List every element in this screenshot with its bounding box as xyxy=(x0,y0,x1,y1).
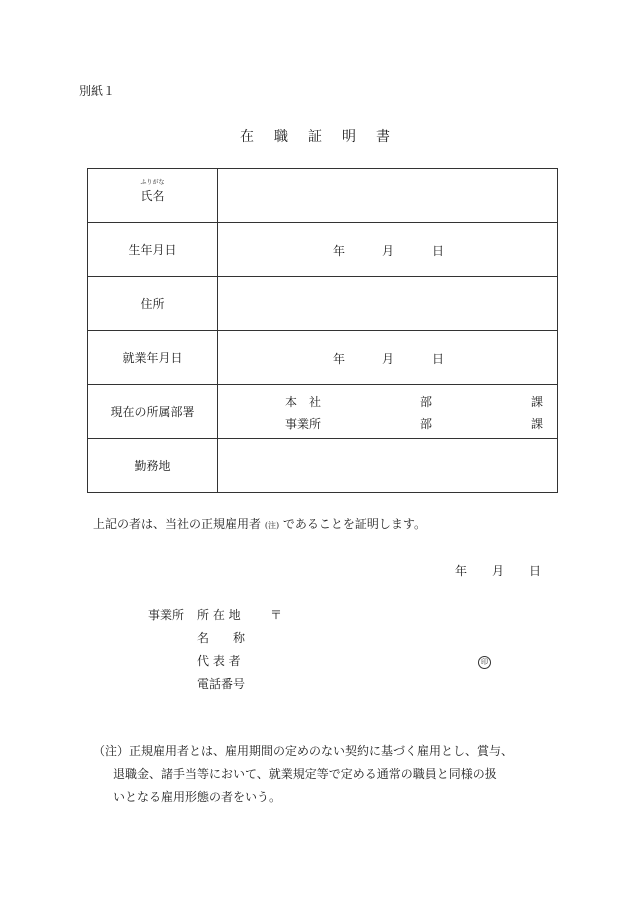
office-label: 事業所 xyxy=(285,417,322,431)
name-row xyxy=(88,169,558,223)
employment-date-label: 就業年月日 xyxy=(88,331,218,385)
head-office-label: 本 社 xyxy=(285,395,322,409)
footnote xyxy=(93,740,513,809)
issuer-representative-label: 代 表 者 xyxy=(197,654,241,668)
document-title xyxy=(0,126,630,146)
certificate-table xyxy=(87,168,558,493)
name-label: 氏名 xyxy=(140,189,165,203)
statement-note-mark: (注) xyxy=(264,521,280,530)
birth-month: 月 xyxy=(382,244,395,258)
department-row xyxy=(88,385,558,439)
seal-mark: 印 xyxy=(478,656,491,669)
attachment-label: 別紙１ xyxy=(79,84,116,98)
office-dept: 部 xyxy=(420,417,433,431)
workplace-value-cell[interactable] xyxy=(218,439,558,493)
issuer-phone-label: 電話番号 xyxy=(197,677,246,691)
footnote-line-2: 退職金、諸手当等において、就業規定等で定める通常の職員と同様の扱 xyxy=(113,767,497,781)
birthdate-label: 生年月日 xyxy=(88,223,218,277)
footnote-line-1: （注）正規雇用者とは、雇用期間の定めのない契約に基づく雇用とし、賞与、 xyxy=(93,744,514,758)
statement-after: であることを証明します。 xyxy=(282,517,426,531)
issue-day: 日 xyxy=(529,564,542,578)
employment-date-value-cell[interactable] xyxy=(218,331,558,385)
office-section: 課 xyxy=(531,417,544,431)
certification-statement xyxy=(93,515,426,532)
name-label-wrap xyxy=(140,179,165,204)
employment-year: 年 xyxy=(333,352,346,366)
employment-date-row xyxy=(88,331,558,385)
name-furigana: ふりがな xyxy=(140,179,165,186)
birthdate-row xyxy=(88,223,558,277)
department-value-cell[interactable] xyxy=(218,385,558,439)
postal-mark: 〒 xyxy=(270,608,283,622)
title-char: 職 xyxy=(274,129,288,145)
address-label: 住所 xyxy=(88,277,218,331)
employment-month: 月 xyxy=(382,352,395,366)
address-row xyxy=(88,277,558,331)
issue-year: 年 xyxy=(455,564,468,578)
issuer-office-label: 事業所 xyxy=(148,608,185,622)
name-label-cell xyxy=(88,169,218,223)
issuer-location-label: 所 在 地 xyxy=(197,608,241,622)
footnote-line-3: いとなる雇用形態の者をいう。 xyxy=(113,790,282,804)
title-char: 証 xyxy=(308,129,322,145)
issue-month: 月 xyxy=(492,564,505,578)
title-char: 在 xyxy=(240,129,254,145)
statement-before: 上記の者は、当社の正規雇用者 xyxy=(93,517,262,531)
workplace-label: 勤務地 xyxy=(88,439,218,493)
issuer-name-label: 名 称 xyxy=(197,631,246,645)
head-office-section: 課 xyxy=(531,395,544,409)
birth-year: 年 xyxy=(333,244,346,258)
title-char: 書 xyxy=(376,129,390,145)
title-char: 明 xyxy=(342,129,356,145)
birthdate-value-cell[interactable] xyxy=(218,223,558,277)
name-value-cell[interactable] xyxy=(218,169,558,223)
department-label: 現在の所属部署 xyxy=(88,385,218,439)
seal-icon xyxy=(478,653,491,669)
workplace-row xyxy=(88,439,558,493)
address-value-cell[interactable] xyxy=(218,277,558,331)
birth-day: 日 xyxy=(432,244,445,258)
employment-day: 日 xyxy=(432,352,445,366)
head-office-dept: 部 xyxy=(420,395,433,409)
